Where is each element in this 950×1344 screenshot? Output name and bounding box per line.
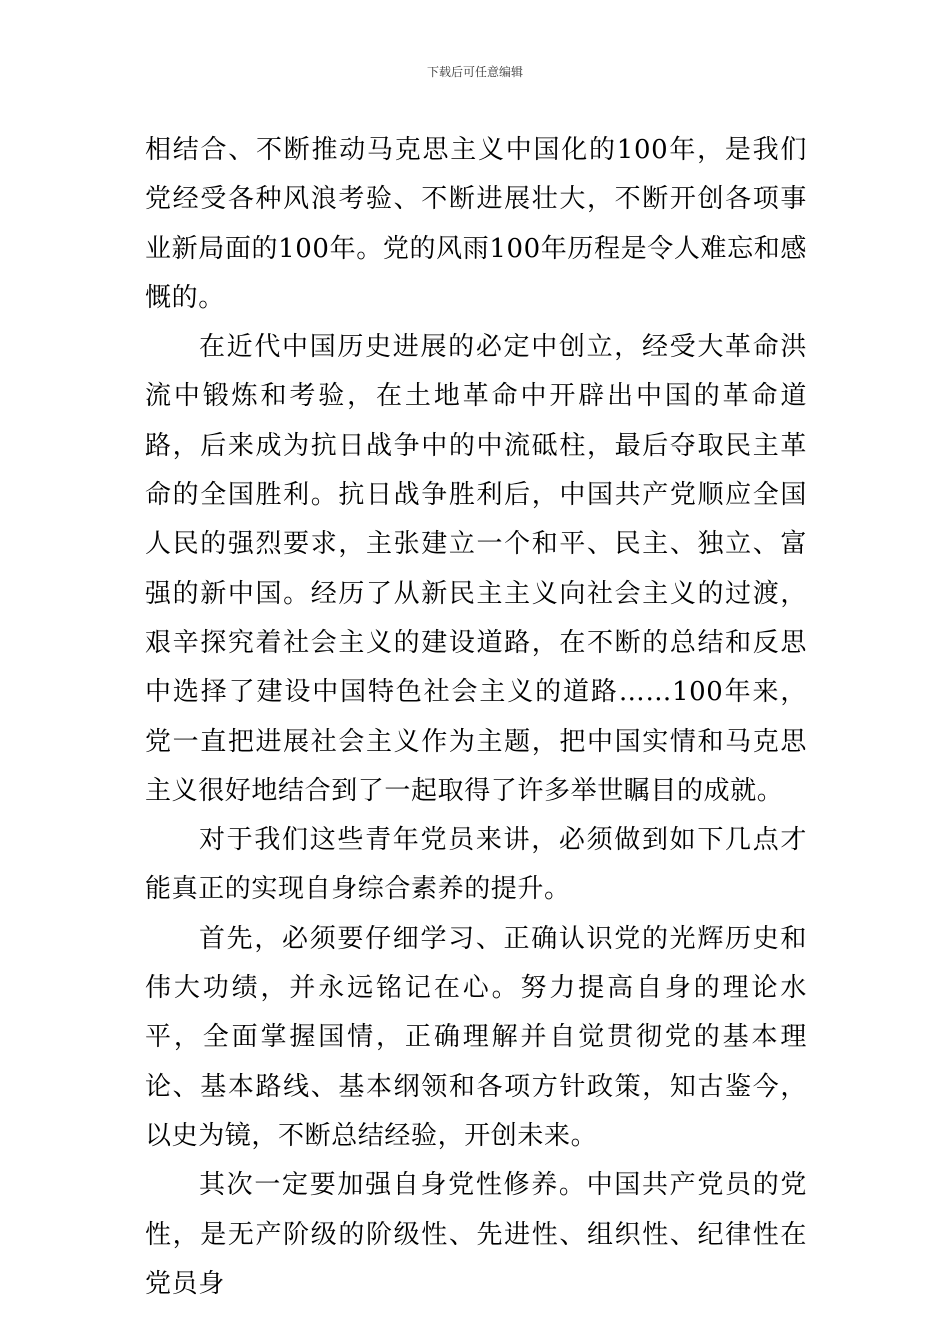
paragraph-5: 其次一定要加强自身党性修养。中国共产党员的党性，是无产阶级的阶级性、先进性、组织性、纪律性在党员身 (145, 1170, 807, 1299)
paragraph-2: 在近代中国历史进展的必定中创立，经受大革命洪流中锻炼和考验，在土地革命中开辟出中国的革命道路，后来成为抗日战争中的中流砥柱，最后夺取民主革命的全国胜利。抗日战争胜利后，中国共产党顺应全国人民的强烈要求，主张建立一个和平、民主、独立、富强的新中国。经历了从新民主主义向社会主义的过渡，艰辛探究着社会主义的建设道路，在不断的总结和反思中选择了建设中国特色社会主义的道路……100年来，党一直把进展社会主义作为主题，把中国实情和马克思主义很好地结合到了一起取得了许多举世瞩目的成就。 (145, 332, 807, 806)
paragraph-4: 首先，必须要仔细学习、正确认识党的光辉历史和伟大功绩，并永远铭记在心。努力提高自身的理论水平，全面掌握国情，正确理解并自觉贯彻党的基本理论、基本路线、基本纲领和各项方针政策，知古鉴今，以史为镜，不断总结经验，开创未来。 (145, 923, 807, 1151)
paragraph-3: 对于我们这些青年党员来讲，必须做到如下几点才能真正的实现自身综合素养的提升。 (145, 825, 807, 905)
page-header-note: 下载后可任意编辑 (426, 65, 523, 79)
document-body (145, 126, 807, 1309)
paragraph-1: 相结合、不断推动马克思主义中国化的100年，是我们党经受各种风浪考验、不断进展壮大，不断开创各项事业新局面的100年。党的风雨100年历程是令人难忘和感慨的。 (145, 135, 807, 313)
